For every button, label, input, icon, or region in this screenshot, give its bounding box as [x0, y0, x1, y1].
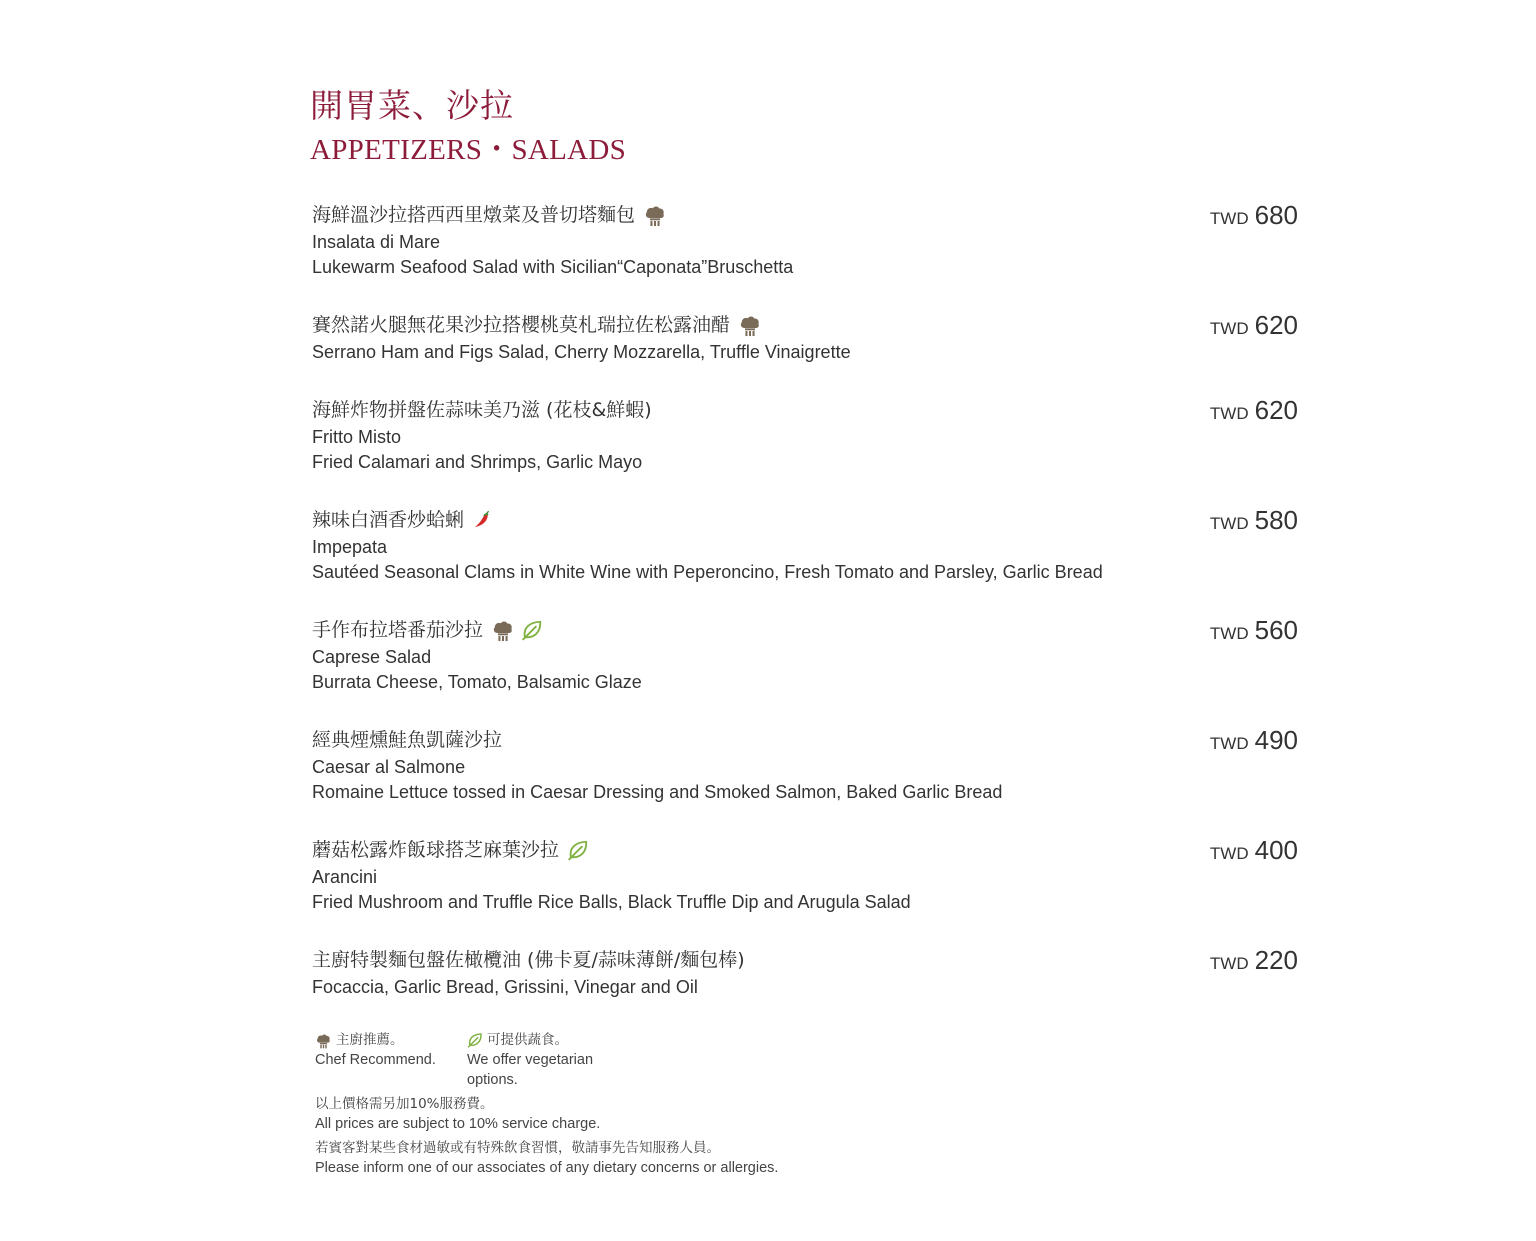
menu-item-name-zh-line — [312, 725, 1298, 755]
menu-list — [312, 200, 1298, 1030]
menu-item-name-it: Caesar al Salmone — [312, 757, 466, 777]
menu-item-name-it: Insalata di Mare — [312, 232, 441, 252]
price-amount: 620 — [1254, 395, 1298, 425]
menu-item — [312, 310, 1298, 365]
price-currency: TWD — [1209, 319, 1249, 338]
menu-item-description: Sautéed Seasonal Clams in White Wine with Peperoncino, Fresh Tomato and Parsley, Garlic Bread — [312, 562, 1103, 582]
service-charge-en: All prices are subject to 10% service charge. — [315, 1116, 601, 1132]
chili-pepper-icon — [472, 510, 492, 530]
chef-recommend-en: Chef Recommend. — [315, 1052, 436, 1068]
menu-item-name-zh: 經典煙燻鮭魚凱薩沙拉 — [312, 729, 503, 751]
menu-item-name-zh: 賽然諾火腿無花果沙拉搭櫻桃莫札瑞拉佐松露油醋 — [312, 314, 731, 336]
menu-item-price — [1210, 835, 1298, 870]
chef-hat-icon — [315, 1032, 332, 1049]
leaf-icon — [567, 839, 589, 861]
menu-item-price — [1210, 200, 1298, 235]
price-currency: TWD — [1209, 734, 1249, 753]
footer-notes — [315, 1030, 778, 1178]
vegetarian-zh: 可提供蔬食。 — [487, 1032, 568, 1048]
allergy-note — [315, 1138, 778, 1178]
menu-item — [312, 945, 1298, 1000]
menu-item-price — [1210, 945, 1298, 980]
price-amount: 220 — [1254, 945, 1298, 975]
menu-item — [312, 835, 1298, 915]
menu-item-name-it: Impepata — [312, 537, 388, 557]
menu-item-description: Serrano Ham and Figs Salad, Cherry Mozzarella, Truffle Vinaigrette — [312, 342, 851, 362]
menu-item-description: Romaine Lettuce tossed in Caesar Dressing and Smoked Salmon, Baked Garlic Bread — [312, 782, 1003, 802]
leaf-icon — [467, 1032, 483, 1048]
menu-item-name-it: Caprese Salad — [312, 647, 432, 667]
menu-item-price — [1210, 395, 1298, 430]
menu-item-price — [1210, 505, 1298, 540]
price-amount: 620 — [1254, 310, 1298, 340]
legend-vegetarian — [467, 1030, 619, 1090]
price-amount: 580 — [1254, 505, 1298, 535]
price-currency: TWD — [1209, 954, 1249, 973]
menu-item — [312, 615, 1298, 695]
menu-item-name-zh-line — [312, 945, 1298, 975]
menu-item-price — [1210, 725, 1298, 760]
menu-item-name-zh-line — [312, 310, 1298, 340]
menu-item-name-zh-line — [312, 835, 1298, 865]
allergy-en: Please inform one of our associates of any dietary concerns or allergies. — [315, 1160, 779, 1176]
chef-recommend-zh: 主廚推薦。 — [336, 1032, 404, 1048]
menu-item-description: Focaccia, Garlic Bread, Grissini, Vinegar and Oil — [312, 977, 698, 997]
chef-hat-icon — [491, 618, 515, 642]
menu-item-name-zh-line — [312, 395, 1298, 425]
service-charge-note — [315, 1094, 778, 1134]
price-currency: TWD — [1209, 209, 1249, 228]
price-amount: 560 — [1254, 615, 1298, 645]
menu-item — [312, 200, 1298, 280]
price-amount: 680 — [1254, 200, 1298, 230]
menu-item-name-it: Arancini — [312, 867, 378, 887]
price-currency: TWD — [1209, 844, 1249, 863]
menu-item-name-zh-line — [312, 615, 1298, 645]
menu-item-name-zh: 海鮮溫沙拉搭西西里燉菜及普切塔麵包 — [312, 204, 636, 226]
menu-header — [310, 84, 626, 170]
menu-item-name-zh: 蘑菇松露炸飯球搭芝麻葉沙拉 — [312, 839, 560, 861]
menu-item-name-it: Fritto Misto — [312, 427, 402, 447]
allergy-zh: 若賓客對某些食材過敏或有特殊飲食習慣，敬請事先告知服務人員。 — [315, 1140, 720, 1156]
menu-item-name-zh: 海鮮炸物拼盤佐蒜味美乃滋 (花枝&鮮蝦) — [312, 399, 652, 421]
chef-hat-icon — [738, 313, 762, 337]
menu-item-description: Burrata Cheese, Tomato, Balsamic Glaze — [312, 672, 642, 692]
menu-item-description: Fried Calamari and Shrimps, Garlic Mayo — [312, 452, 643, 472]
price-amount: 400 — [1254, 835, 1298, 865]
menu-item-name-zh: 主廚特製麵包盤佐橄欖油 (佛卡夏/蒜味薄餅/麵包棒) — [312, 949, 745, 971]
menu-item-name-zh-line — [312, 200, 1298, 230]
leaf-icon — [521, 619, 543, 641]
price-currency: TWD — [1209, 624, 1249, 643]
menu-item-price — [1210, 310, 1298, 345]
menu-item-description: Fried Mushroom and Truffle Rice Balls, Black Truffle Dip and Arugula Salad — [312, 892, 911, 912]
menu-item-name-zh: 手作布拉塔番茄沙拉 — [312, 619, 484, 641]
icon-legend — [315, 1030, 778, 1090]
menu-item-price — [1210, 615, 1298, 650]
menu-item — [312, 725, 1298, 805]
menu-item-description: Lukewarm Seafood Salad with Sicilian“Caponata”Bruschetta — [312, 257, 794, 277]
price-currency: TWD — [1209, 514, 1249, 533]
menu-item — [312, 505, 1298, 585]
section-title-en: APPETIZERS・SALADS — [310, 134, 627, 166]
menu-item-name-zh: 辣味白酒香炒蛤蜊 — [312, 509, 465, 531]
price-amount: 490 — [1254, 725, 1298, 755]
chef-hat-icon — [643, 203, 667, 227]
legend-chef — [315, 1030, 467, 1090]
menu-item — [312, 395, 1298, 475]
price-currency: TWD — [1209, 404, 1249, 423]
vegetarian-en: We offer vegetarian options. — [467, 1052, 594, 1088]
section-title-zh: 開胃菜、沙拉 — [310, 86, 514, 125]
menu-item-name-zh-line — [312, 505, 1298, 535]
service-charge-zh: 以上價格需另加10%服務費。 — [315, 1096, 494, 1112]
